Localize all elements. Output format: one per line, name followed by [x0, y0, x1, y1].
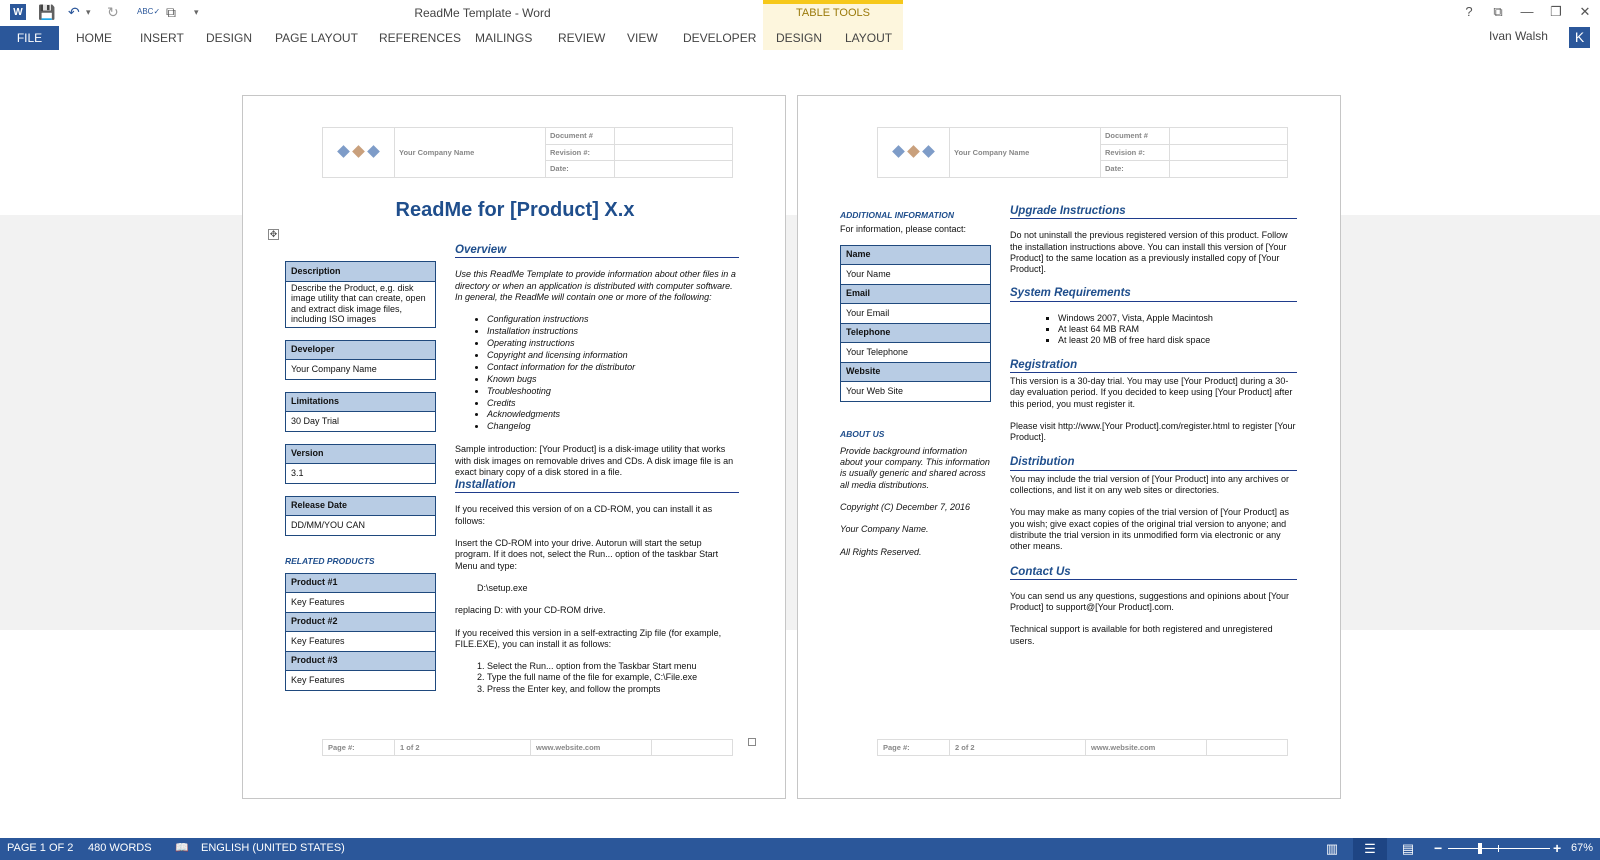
field-value[interactable]: 3.1 — [286, 464, 436, 484]
list-item: • Known bugs — [487, 374, 739, 386]
redo-icon[interactable]: ↻ — [107, 4, 119, 20]
undo-icon[interactable]: ↶ — [68, 4, 80, 20]
contact-label: Email — [841, 284, 991, 304]
tab-file[interactable]: FILE — [0, 26, 59, 50]
user-name[interactable]: Ivan Walsh — [1489, 29, 1548, 43]
contact-label: Name — [841, 245, 991, 265]
save-icon[interactable]: 💾 — [38, 4, 56, 20]
list-item: • Acknowledgments — [487, 409, 739, 421]
page-2[interactable] — [797, 95, 1341, 799]
list-item: • Operating instructions — [487, 338, 739, 350]
install-paragraph: Insert the CD-ROM into your drive. Autorun will start the setup program. If it does not, select the Run... option of the taskbar Start Menu and type: — [455, 538, 719, 571]
tab-design[interactable]: DESIGN — [206, 31, 253, 45]
tab-insert[interactable]: INSERT — [140, 31, 184, 45]
product-info-column — [285, 261, 436, 691]
avatar[interactable]: K — [1569, 27, 1590, 48]
list-item: • Copyright and licensing information — [487, 350, 739, 362]
contact-intro: For information, please contact: — [840, 224, 967, 235]
overview-intro: Use this ReadMe Template to provide information about other files in a directory or when an application is distributed with computer software. In general, the ReadMe will contain one or more of the following: — [455, 269, 736, 302]
field-label: Version — [286, 444, 436, 464]
spelling-icon[interactable]: ABC✓ — [137, 7, 161, 16]
page-1[interactable] — [242, 95, 786, 799]
company-name: Your Company Name — [395, 128, 546, 178]
zoom-out-button[interactable]: − — [1434, 840, 1443, 856]
list-item: ▪ At least 64 MB RAM — [1058, 324, 1297, 335]
web-layout-icon[interactable]: ▤ — [1401, 841, 1415, 856]
install-paragraph: If you received this version in a self-extracting Zip file (for example, FILE.EXE), you can install it as follows: — [455, 627, 722, 649]
revision-label: Revision #: — [546, 144, 615, 161]
page-number: 1 of 2 — [395, 740, 531, 756]
field-value[interactable]: Your Company Name — [286, 360, 436, 380]
document-number-value[interactable] — [615, 128, 733, 145]
contact-table — [840, 245, 991, 402]
zoom-in-button[interactable]: + — [1553, 840, 1562, 856]
date-value[interactable] — [615, 161, 733, 178]
tab-table-design[interactable]: DESIGN — [776, 31, 823, 45]
main-content-column[interactable] — [455, 245, 739, 706]
language[interactable]: ENGLISH (UNITED STATES) — [201, 842, 345, 854]
maximize-icon[interactable]: ❐ — [1550, 4, 1562, 19]
list-item: ▪ At least 20 MB of free hard disk space — [1058, 335, 1297, 346]
version-box — [285, 444, 436, 484]
customize-icon[interactable]: ⧉ — [166, 4, 176, 20]
word-app-icon[interactable]: W — [10, 4, 26, 20]
distribution-text: You may include the trial version of [Your Product] into any archives or collections, and list it on any web sites or directories. — [1010, 473, 1289, 496]
registration-heading: Registration — [1010, 360, 1297, 373]
date-value[interactable] — [1170, 161, 1288, 178]
table-resize-handle[interactable] — [748, 738, 756, 746]
product-name: Product #2 — [286, 612, 436, 632]
contact-value[interactable]: Your Web Site — [841, 382, 991, 402]
product-name: Product #1 — [286, 573, 436, 593]
contact-value[interactable]: Your Name — [841, 265, 991, 285]
website: www.website.com — [1086, 740, 1207, 756]
page-count[interactable]: PAGE 1 OF 2 — [7, 842, 74, 854]
sidebar-column — [840, 210, 991, 569]
main-content-column[interactable] — [1010, 206, 1297, 658]
proofing-icon[interactable]: 📖 — [175, 842, 189, 854]
contact-text: You can send us any questions, suggestions and opinions about [Your Product] to support@[Your Product].com. — [1010, 590, 1290, 613]
tab-mailings[interactable]: MAILINGS — [475, 31, 533, 45]
distribution-heading: Distribution — [1010, 457, 1297, 470]
company-logo — [323, 128, 395, 178]
tab-review[interactable]: REVIEW — [558, 31, 606, 45]
page-label: Page #: — [878, 740, 950, 756]
revision-label: Revision #: — [1101, 144, 1170, 161]
table-move-handle-icon[interactable]: ✥ — [269, 229, 278, 239]
list-item: 2. Type the full name of the file for example, C:\File.exe — [487, 672, 739, 683]
zoom-slider-center-mark — [1498, 845, 1499, 852]
limitations-box — [285, 392, 436, 432]
tab-page-layout[interactable]: PAGE LAYOUT — [275, 31, 358, 45]
table-tools-label: TABLE TOOLS — [796, 7, 870, 19]
revision-value[interactable] — [615, 144, 733, 161]
copyright: Copyright (C) December 7, 2016 — [840, 502, 971, 513]
print-layout-icon[interactable]: ☰ — [1353, 838, 1387, 860]
date-label: Date: — [1101, 161, 1170, 178]
rights: All Rights Reserved. — [840, 546, 922, 557]
field-value[interactable]: 30 Day Trial — [286, 412, 436, 432]
install-paragraph: If you received this version of on a CD-ROM, you can install it as follows: — [455, 504, 713, 526]
about-text: Provide background information about your company. This information is usually generic and shared across all media distributions. — [840, 445, 990, 490]
ribbon-display-icon[interactable]: ⧉ — [1493, 4, 1503, 19]
related-products-table — [285, 573, 436, 691]
product-name: Product #3 — [286, 651, 436, 671]
field-label: Developer — [286, 340, 436, 360]
minimize-icon[interactable]: — — [1520, 4, 1534, 19]
help-icon[interactable]: ? — [1465, 4, 1473, 19]
tab-view[interactable]: VIEW — [627, 31, 658, 45]
footer-table — [322, 739, 733, 756]
field-value[interactable]: Describe the Product, e.g. disk image utility that can create, open and extract disk image files, including ISO images — [286, 281, 436, 327]
list-item: • Troubleshooting — [487, 386, 739, 398]
word-count[interactable]: 480 WORDS — [88, 842, 152, 854]
installation-heading: Installation — [455, 480, 739, 493]
tab-developer[interactable]: DEVELOPER — [683, 31, 757, 45]
footer-table — [877, 739, 1288, 756]
field-label: Limitations — [286, 392, 436, 412]
list-item: 1. Select the Run... option from the Taskbar Start menu — [487, 661, 739, 672]
install-paragraph: replacing D: with your CD-ROM drive. — [455, 605, 606, 616]
company-logo — [878, 128, 950, 178]
company-name-text: Your Company Name. — [840, 524, 929, 535]
upgrade-text: Do not uninstall the previous registered version of this product. Follow the installation instructions above. You can install this version of [Your Product] to the same location as a previously installed copy of [Your Product]. — [1010, 230, 1288, 275]
close-icon[interactable]: ✕ — [1579, 4, 1591, 19]
install-steps — [487, 661, 739, 695]
undo-dropdown-icon[interactable]: ▾ — [86, 7, 91, 17]
field-value[interactable]: DD/MM/YOU CAN — [286, 516, 436, 536]
list-item: • Installation instructions — [487, 326, 739, 338]
release-date-box — [285, 496, 436, 536]
zoom-level[interactable]: 67% — [1571, 842, 1594, 854]
contact-label: Website — [841, 362, 991, 382]
tab-table-layout[interactable]: LAYOUT — [845, 31, 893, 45]
overview-heading: Overview — [455, 245, 739, 258]
distribution-text: You may make as many copies of the trial version of [Your Product] as you wish; give exact copies of the original trial version to anyone; and distribute the trial version in its unmodified form via electronic or any other means. — [1010, 507, 1289, 552]
read-mode-icon[interactable]: ▥ — [1325, 841, 1339, 856]
qat-more-icon[interactable]: ▾ — [194, 7, 199, 17]
page-title: ReadMe for [Product] X.x — [395, 199, 635, 221]
registration-text: Please visit http://www.[Your Product].com/register.html to register [Your Product]. — [1010, 420, 1296, 443]
related-products-title: RELATED PRODUCTS — [285, 555, 375, 566]
list-item: • Credits — [487, 398, 739, 410]
contact-us-heading: Contact Us — [1010, 567, 1297, 580]
additional-info-title: ADDITIONAL INFORMATION — [840, 210, 954, 220]
company-name: Your Company Name — [950, 128, 1101, 178]
product-value[interactable]: Key Features — [286, 632, 436, 652]
sample-intro: Sample introduction: [Your Product] is a disk-image utility that works with disk images on removable drives and CDs. A disk image file is an exact binary copy of a disk stored in a file. — [455, 444, 734, 477]
tab-home[interactable]: HOME — [76, 31, 112, 45]
developer-box — [285, 340, 436, 380]
system-requirements-list — [1058, 313, 1297, 347]
list-item: ▪ Windows 2007, Vista, Apple Macintosh — [1058, 313, 1297, 324]
contact-label: Telephone — [841, 323, 991, 343]
install-command: D:\setup.exe — [477, 582, 528, 593]
contact-text: Technical support is available for both registered and unregistered users. — [1010, 624, 1273, 646]
header-table — [877, 127, 1288, 178]
system-requirements-heading: System Requirements — [1010, 288, 1297, 301]
date-label: Date: — [546, 161, 615, 178]
zoom-slider-thumb[interactable] — [1478, 843, 1482, 854]
document-number-label: Document # — [1101, 128, 1170, 145]
window-title: ReadMe Template - Word — [414, 6, 551, 20]
contact-value[interactable]: Your Telephone — [841, 343, 991, 363]
field-label: Release Date — [286, 496, 436, 516]
page-number: 2 of 2 — [950, 740, 1086, 756]
list-item: • Configuration instructions — [487, 314, 739, 326]
contact-value[interactable]: Your Email — [841, 304, 991, 324]
footer-empty-cell — [1207, 740, 1288, 756]
about-us-title: ABOUT US — [840, 428, 885, 439]
overview-list — [487, 314, 739, 433]
document-number-value[interactable] — [1170, 128, 1288, 145]
list-item: • Contact information for the distributor — [487, 362, 739, 374]
list-item: 3. Press the Enter key, and follow the prompts — [487, 684, 739, 695]
product-value[interactable]: Key Features — [286, 671, 436, 691]
website: www.website.com — [531, 740, 652, 756]
revision-value[interactable] — [1170, 144, 1288, 161]
zoom-slider[interactable] — [1448, 848, 1550, 849]
list-item: • Changelog — [487, 421, 739, 433]
status-bar — [0, 838, 1600, 860]
document-number-label: Document # — [546, 128, 615, 145]
description-box — [285, 261, 436, 328]
tab-references[interactable]: REFERENCES — [379, 31, 462, 45]
page-label: Page #: — [323, 740, 395, 756]
header-table — [322, 127, 733, 178]
ribbon-tabs — [0, 26, 1600, 50]
registration-text: This version is a 30-day trial. You may use [Your Product] during a 30-day evaluation period. If you decided to keep using [Your Product] after this period, you must register it. — [1010, 375, 1293, 409]
upgrade-heading: Upgrade Instructions — [1010, 206, 1297, 219]
product-value[interactable]: Key Features — [286, 593, 436, 613]
footer-empty-cell — [652, 740, 733, 756]
field-label: Description — [286, 262, 436, 282]
